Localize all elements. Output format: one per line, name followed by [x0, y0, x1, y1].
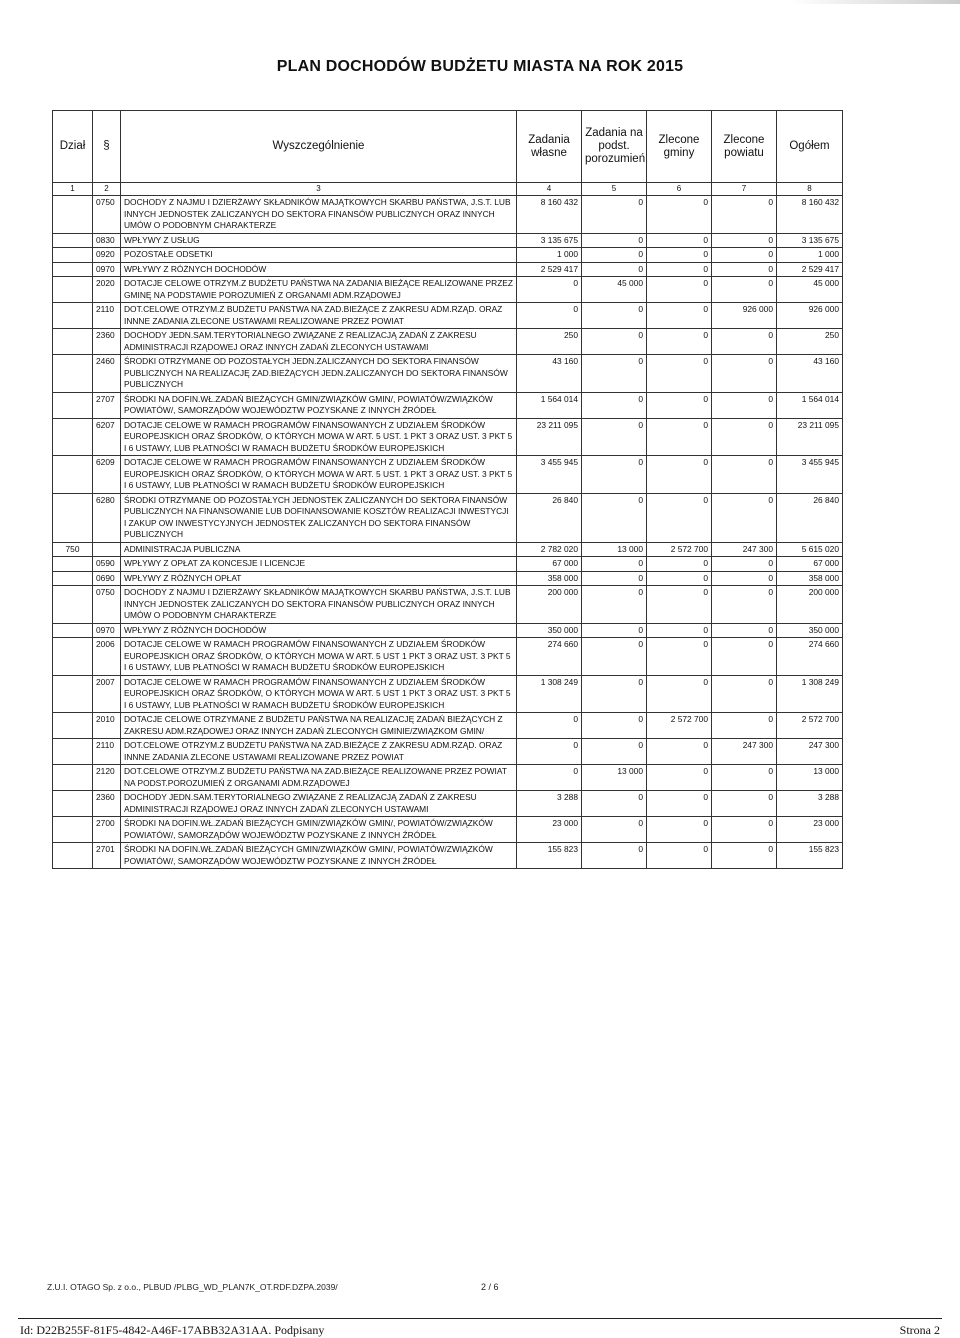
cell-ogolem: 3 455 945	[777, 456, 843, 494]
cell-zadania-wlasne: 2 529 417	[517, 262, 582, 277]
cell-zadania-porozumien: 0	[582, 493, 647, 542]
cell-ogolem: 13 000	[777, 765, 843, 791]
cell-zlecone-gminy: 0	[647, 623, 712, 638]
cell-zlecone-powiatu: 0	[712, 248, 777, 263]
cell-zlecone-gminy: 0	[647, 571, 712, 586]
cell-zlecone-gminy: 0	[647, 262, 712, 277]
table-row	[53, 277, 843, 303]
cell-zadania-wlasne: 26 840	[517, 493, 582, 542]
cell-zlecone-gminy: 2 572 700	[647, 542, 712, 557]
cell-description: ŚRODKI NA DOFIN.WŁ.ZADAŃ BIEŻĄCYCH GMIN/ZWIĄZKÓW GMIN/, POWIATÓW/ZWIĄZKÓW POWIATÓW/, SAMORZĄDÓW WOJEWÓDZTW POZYSKANE Z INNYCH ŹRÓDEŁ	[121, 392, 517, 418]
cell-paragraf: 0750	[93, 586, 121, 624]
cell-paragraf: 6209	[93, 456, 121, 494]
cell-dzial	[53, 739, 93, 765]
cell-paragraf: 2007	[93, 675, 121, 713]
cell-ogolem: 200 000	[777, 586, 843, 624]
table-row	[53, 571, 843, 586]
table-row	[53, 418, 843, 456]
cell-dzial	[53, 765, 93, 791]
cell-zadania-porozumien: 0	[582, 248, 647, 263]
colnum: 8	[777, 183, 843, 196]
cell-zlecone-powiatu: 0	[712, 196, 777, 234]
header-ogolem: Ogółem	[777, 111, 843, 183]
cell-zlecone-powiatu: 0	[712, 418, 777, 456]
cell-description: WPŁYWY Z RÓŻNYCH OPŁAT	[121, 571, 517, 586]
cell-zadania-wlasne: 0	[517, 765, 582, 791]
colnum: 3	[121, 183, 517, 196]
table-row	[53, 623, 843, 638]
cell-paragraf: 0830	[93, 233, 121, 248]
cell-zadania-porozumien: 45 000	[582, 277, 647, 303]
cell-description: DOCHODY Z NAJMU I DZIERŻAWY SKŁADNIKÓW MAJĄTKOWYCH SKARBU PAŃSTWA, J.S.T. LUB INNYCH JEDNOSTEK ZALICZANYCH DO SEKTORA FINANSÓW PUBLICZNYCH ORAZ INNYCH UMÓW O PODOBNYM CHARAKTERZE	[121, 196, 517, 234]
cell-zlecone-gminy: 2 572 700	[647, 713, 712, 739]
cell-ogolem: 2 572 700	[777, 713, 843, 739]
cell-zlecone-powiatu: 0	[712, 557, 777, 572]
cell-zadania-wlasne: 0	[517, 739, 582, 765]
cell-dzial	[53, 623, 93, 638]
cell-zadania-porozumien: 0	[582, 739, 647, 765]
cell-ogolem: 43 160	[777, 355, 843, 393]
cell-paragraf: 6207	[93, 418, 121, 456]
cell-ogolem: 3 288	[777, 791, 843, 817]
cell-description: WPŁYWY Z USŁUG	[121, 233, 517, 248]
table-row	[53, 355, 843, 393]
cell-zlecone-gminy: 0	[647, 456, 712, 494]
colnum: 7	[712, 183, 777, 196]
table-row	[53, 843, 843, 869]
cell-dzial	[53, 571, 93, 586]
cell-paragraf: 0590	[93, 557, 121, 572]
cell-paragraf: 2460	[93, 355, 121, 393]
cell-zlecone-powiatu: 926 000	[712, 303, 777, 329]
cell-ogolem: 67 000	[777, 557, 843, 572]
cell-paragraf: 2110	[93, 303, 121, 329]
cell-ogolem: 2 529 417	[777, 262, 843, 277]
table-row	[53, 233, 843, 248]
cell-zlecone-powiatu: 0	[712, 392, 777, 418]
cell-zlecone-gminy: 0	[647, 233, 712, 248]
cell-description: ADMINISTRACJA PUBLICZNA	[121, 542, 517, 557]
cell-dzial: 750	[53, 542, 93, 557]
cell-description: DOT.CELOWE OTRZYM.Z BUDŻETU PAŃSTWA NA ZAD.BIEŻĄCE Z ZAKRESU ADM.RZĄD. ORAZ INNNE ZADANIA ZLECONE USTAWAMI REALIZOWANE PRZEZ POWIAT	[121, 303, 517, 329]
cell-zadania-wlasne: 358 000	[517, 571, 582, 586]
table-row	[53, 713, 843, 739]
cell-ogolem: 250	[777, 329, 843, 355]
cell-zlecone-powiatu: 0	[712, 277, 777, 303]
cell-zlecone-gminy: 0	[647, 418, 712, 456]
cell-dzial	[53, 196, 93, 234]
cell-zadania-porozumien: 0	[582, 675, 647, 713]
footer-source: Z.U.I. OTAGO Sp. z o.o., PLBUD /PLBG_WD_PLAN7K_OT.RDF.DZPA.2039/	[47, 1282, 338, 1292]
cell-dzial	[53, 303, 93, 329]
cell-zlecone-gminy: 0	[647, 248, 712, 263]
cell-zadania-wlasne: 350 000	[517, 623, 582, 638]
cell-zadania-wlasne: 1 564 014	[517, 392, 582, 418]
cell-paragraf: 0970	[93, 623, 121, 638]
cell-ogolem: 1 564 014	[777, 392, 843, 418]
cell-zlecone-gminy: 0	[647, 586, 712, 624]
cell-dzial	[53, 418, 93, 456]
cell-zlecone-gminy: 0	[647, 493, 712, 542]
cell-zlecone-powiatu: 0	[712, 355, 777, 393]
cell-zadania-porozumien: 13 000	[582, 542, 647, 557]
cell-description: ŚRODKI NA DOFIN.WŁ.ZADAŃ BIEŻĄCYCH GMIN/ZWIĄZKÓW GMIN/, POWIATÓW/ZWIĄZKÓW POWIATÓW/, SAMORZĄDÓW WOJEWÓDZTW POZYSKANE Z INNYCH ŹRÓDEŁ	[121, 843, 517, 869]
cell-description: DOTACJE CELOWE W RAMACH PROGRAMÓW FINANSOWANYCH Z UDZIAŁEM ŚRODKÓW EUROPEJSKICH ORAZ ŚRODKÓW, O KTÓRYCH MOWA W ART. 5 UST. 1 PKT 3 ORAZ UST. 3 PKT 5 I 6 USTAWY, LUB PŁATNOŚCI W RAMACH BUDŻETU ŚRODKÓW EUROPEJSKICH	[121, 418, 517, 456]
cell-zlecone-powiatu: 0	[712, 791, 777, 817]
cell-zadania-wlasne: 274 660	[517, 638, 582, 676]
cell-paragraf: 2006	[93, 638, 121, 676]
cell-dzial	[53, 817, 93, 843]
cell-paragraf: 2010	[93, 713, 121, 739]
footer-document-id: Id: D22B255F-81F5-4842-A46F-17ABB32A31AA. Podpisany	[20, 1323, 325, 1337]
header-zadania-wlasne: Zadania własne	[517, 111, 582, 183]
cell-ogolem: 8 160 432	[777, 196, 843, 234]
cell-ogolem: 274 660	[777, 638, 843, 676]
cell-zlecone-gminy: 0	[647, 277, 712, 303]
header-zadania-porozumien: Zadania na podst. porozumień	[582, 111, 647, 183]
cell-ogolem: 1 308 249	[777, 675, 843, 713]
cell-zadania-wlasne: 23 000	[517, 817, 582, 843]
cell-zadania-porozumien: 0	[582, 843, 647, 869]
cell-dzial	[53, 586, 93, 624]
cell-description: DOTACJE CELOWE W RAMACH PROGRAMÓW FINANSOWANYCH Z UDZIAŁEM ŚRODKÓW EUROPEJSKICH ORAZ ŚRODKÓW, O KTÓRYCH MOWA W ART. 5 UST. 1 PKT 3 ORAZ UST. 3 PKT 5 I 6 USTAWY, LUB PŁATNOŚCI W RAMACH BUDŻETU ŚRODKÓW EUROPEJSKICH	[121, 456, 517, 494]
cell-dzial	[53, 262, 93, 277]
footer-divider	[18, 1318, 942, 1319]
cell-zadania-porozumien: 0	[582, 713, 647, 739]
header-row	[53, 111, 843, 183]
cell-zlecone-gminy: 0	[647, 765, 712, 791]
cell-zadania-wlasne: 0	[517, 713, 582, 739]
cell-ogolem: 45 000	[777, 277, 843, 303]
table-row	[53, 392, 843, 418]
cell-zadania-porozumien: 0	[582, 586, 647, 624]
table-row	[53, 817, 843, 843]
header-zlecone-gminy: Zlecone gminy	[647, 111, 712, 183]
cell-zlecone-gminy: 0	[647, 303, 712, 329]
cell-description: POZOSTAŁE ODSETKI	[121, 248, 517, 263]
header-zlecone-powiatu: Zlecone powiatu	[712, 111, 777, 183]
cell-zlecone-gminy: 0	[647, 638, 712, 676]
table-row	[53, 493, 843, 542]
cell-zadania-wlasne: 8 160 432	[517, 196, 582, 234]
cell-ogolem: 358 000	[777, 571, 843, 586]
table-row	[53, 765, 843, 791]
cell-paragraf: 2700	[93, 817, 121, 843]
cell-paragraf: 2110	[93, 739, 121, 765]
cell-description: DOT.CELOWE OTRZYM.Z BUDŻETU PAŃSTWA NA ZAD.BIEŻĄCE Z ZAKRESU ADM.RZĄD. ORAZ INNNE ZADANIA ZLECONE USTAWAMI REALIZOWANE PRZEZ POWIAT	[121, 739, 517, 765]
cell-dzial	[53, 638, 93, 676]
table-row	[53, 791, 843, 817]
cell-zadania-porozumien: 0	[582, 623, 647, 638]
table-row	[53, 557, 843, 572]
cell-dzial	[53, 675, 93, 713]
cell-dzial	[53, 557, 93, 572]
cell-zlecone-powiatu: 0	[712, 233, 777, 248]
cell-zlecone-gminy: 0	[647, 843, 712, 869]
cell-zadania-porozumien: 0	[582, 196, 647, 234]
cell-description: DOTACJE CELOWE W RAMACH PROGRAMÓW FINANSOWANYCH Z UDZIAŁEM ŚRODKÓW EUROPEJSKICH ORAZ ŚRODKÓW, O KTÓRYCH MOWA W ART. 5 UST 1 PKT 3 ORAZ UST. 3 PKT 5 I 6 USTAWY, LUB PŁATNOŚCI W RAMACH BUDŻETU ŚRODKÓW EUROPEJSKICH	[121, 675, 517, 713]
header-wyszczegolnienie: Wyszczególnienie	[121, 111, 517, 183]
cell-zadania-porozumien: 0	[582, 557, 647, 572]
cell-zadania-porozumien: 0	[582, 392, 647, 418]
cell-paragraf: 2020	[93, 277, 121, 303]
cell-zadania-porozumien: 0	[582, 817, 647, 843]
scan-edge-mark	[790, 0, 960, 4]
cell-zlecone-powiatu: 0	[712, 843, 777, 869]
cell-description: DOTACJE CELOWE OTRZYM.Z BUDŻETU PAŃSTWA NA ZADANIA BIEŻĄCE REALIZOWANE PRZEZ GMINĘ NA PODSTAWIE POROZUMIEŃ Z ORGANAMI ADM.RZĄDOWEJ	[121, 277, 517, 303]
cell-zadania-porozumien: 0	[582, 329, 647, 355]
cell-paragraf: 0690	[93, 571, 121, 586]
cell-description: DOT.CELOWE OTRZYM.Z BUDŻETU PAŃSTWA NA ZAD.BIEŻĄCE REALIZOWANE PRZEZ POWIAT NA PODST.POROZUMIEŃ Z ORGANAMI ADM.RZĄDOWEJ	[121, 765, 517, 791]
cell-dzial	[53, 329, 93, 355]
cell-zadania-wlasne: 155 823	[517, 843, 582, 869]
cell-zlecone-gminy: 0	[647, 557, 712, 572]
cell-paragraf: 2707	[93, 392, 121, 418]
cell-dzial	[53, 456, 93, 494]
colnum: 1	[53, 183, 93, 196]
cell-paragraf: 0920	[93, 248, 121, 263]
cell-ogolem: 23 211 095	[777, 418, 843, 456]
cell-zlecone-powiatu: 0	[712, 817, 777, 843]
cell-description: ŚRODKI OTRZYMANE OD POZOSTAŁYCH JEDNOSTEK ZALICZANYCH DO SEKTORA FINANSÓW PUBLICZNYCH NA FINANSOWANIE LUB DOFINANSOWANIE KOSZTÓW REALIZACJI INWESTYCJI I ZAKUP OW INWESTYCYJNYCH JEDNOSTEK ZALICZANYCH DO SEKTORA FINANSÓW PUBLICZNYCH	[121, 493, 517, 542]
cell-dzial	[53, 493, 93, 542]
cell-zadania-wlasne: 2 782 020	[517, 542, 582, 557]
cell-zadania-wlasne: 3 288	[517, 791, 582, 817]
cell-zadania-wlasne: 200 000	[517, 586, 582, 624]
cell-ogolem: 3 135 675	[777, 233, 843, 248]
cell-zlecone-powiatu: 0	[712, 456, 777, 494]
cell-zlecone-gminy: 0	[647, 675, 712, 713]
cell-zlecone-powiatu: 0	[712, 623, 777, 638]
cell-dzial	[53, 355, 93, 393]
table-row	[53, 542, 843, 557]
budget-table	[52, 110, 843, 869]
page-title: PLAN DOCHODÓW BUDŻETU MIASTA NA ROK 2015	[276, 58, 684, 75]
table-row	[53, 248, 843, 263]
column-number-row	[53, 183, 843, 196]
cell-paragraf: 2360	[93, 329, 121, 355]
cell-ogolem: 1 000	[777, 248, 843, 263]
cell-paragraf: 2360	[93, 791, 121, 817]
cell-ogolem: 350 000	[777, 623, 843, 638]
cell-zadania-porozumien: 13 000	[582, 765, 647, 791]
cell-ogolem: 926 000	[777, 303, 843, 329]
cell-zadania-porozumien: 0	[582, 418, 647, 456]
cell-ogolem: 26 840	[777, 493, 843, 542]
cell-zlecone-powiatu: 0	[712, 713, 777, 739]
cell-zadania-porozumien: 0	[582, 233, 647, 248]
table-row	[53, 456, 843, 494]
cell-dzial	[53, 791, 93, 817]
cell-zadania-porozumien: 0	[582, 262, 647, 277]
cell-description: WPŁYWY Z RÓŻNYCH DOCHODÓW	[121, 262, 517, 277]
table-row	[53, 303, 843, 329]
table-row	[53, 739, 843, 765]
cell-zlecone-gminy: 0	[647, 739, 712, 765]
cell-dzial	[53, 233, 93, 248]
cell-description: WPŁYWY Z RÓŻNYCH DOCHODÓW	[121, 623, 517, 638]
colnum: 2	[93, 183, 121, 196]
cell-dzial	[53, 843, 93, 869]
table-row	[53, 675, 843, 713]
cell-zadania-wlasne: 23 211 095	[517, 418, 582, 456]
cell-zadania-porozumien: 0	[582, 571, 647, 586]
cell-description: WPŁYWY Z OPŁAT ZA KONCESJE I LICENCJE	[121, 557, 517, 572]
colnum: 4	[517, 183, 582, 196]
cell-zadania-wlasne: 3 135 675	[517, 233, 582, 248]
table-row	[53, 586, 843, 624]
cell-dzial	[53, 713, 93, 739]
cell-zlecone-powiatu: 0	[712, 262, 777, 277]
cell-ogolem: 247 300	[777, 739, 843, 765]
cell-dzial	[53, 392, 93, 418]
cell-zadania-wlasne: 67 000	[517, 557, 582, 572]
cell-zadania-porozumien: 0	[582, 638, 647, 676]
cell-description: DOCHODY JEDN.SAM.TERYTORIALNEGO ZWIĄZANE Z REALIZACJĄ ZADAŃ Z ZAKRESU ADMINISTRACJI RZĄDOWEJ ORAZ INNYCH ZADAŃ ZLECONYCH USTAWAMI	[121, 329, 517, 355]
cell-paragraf	[93, 542, 121, 557]
cell-description: ŚRODKI OTRZYMANE OD POZOSTAŁYCH JEDN.ZALICZANYCH DO SEKTORA FINANSÓW PUBLICZNYCH NA REALIZACJĘ ZAD.BIEŻĄCYCH JEDN.ZALICZANYCH DO SEKTORA FINANSÓW PUBLICZNYCH	[121, 355, 517, 393]
cell-zlecone-powiatu: 0	[712, 675, 777, 713]
cell-zadania-porozumien: 0	[582, 355, 647, 393]
colnum: 6	[647, 183, 712, 196]
cell-zadania-wlasne: 3 455 945	[517, 456, 582, 494]
cell-paragraf: 2120	[93, 765, 121, 791]
cell-dzial	[53, 277, 93, 303]
cell-zadania-wlasne: 43 160	[517, 355, 582, 393]
cell-zadania-wlasne: 0	[517, 303, 582, 329]
cell-dzial	[53, 248, 93, 263]
cell-zadania-wlasne: 250	[517, 329, 582, 355]
cell-zlecone-powiatu: 0	[712, 571, 777, 586]
cell-paragraf: 0970	[93, 262, 121, 277]
cell-zadania-wlasne: 1 308 249	[517, 675, 582, 713]
cell-zlecone-powiatu: 247 300	[712, 542, 777, 557]
cell-zlecone-powiatu: 0	[712, 493, 777, 542]
cell-ogolem: 23 000	[777, 817, 843, 843]
colnum: 5	[582, 183, 647, 196]
cell-zadania-porozumien: 0	[582, 791, 647, 817]
cell-zlecone-gminy: 0	[647, 791, 712, 817]
cell-zlecone-gminy: 0	[647, 355, 712, 393]
table-row	[53, 196, 843, 234]
header-dzial: Dział	[53, 111, 93, 183]
cell-paragraf: 0750	[93, 196, 121, 234]
cell-zadania-wlasne: 0	[517, 277, 582, 303]
table-body	[53, 196, 843, 869]
cell-zadania-wlasne: 1 000	[517, 248, 582, 263]
cell-zadania-porozumien: 0	[582, 456, 647, 494]
cell-zlecone-powiatu: 0	[712, 638, 777, 676]
cell-zlecone-powiatu: 0	[712, 586, 777, 624]
table-row	[53, 329, 843, 355]
cell-description: ŚRODKI NA DOFIN.WŁ.ZADAŃ BIEŻĄCYCH GMIN/ZWIĄZKÓW GMIN/, POWIATÓW/ZWIĄZKÓW POWIATÓW/, SAMORZĄDÓW WOJEWÓDZTW POZYSKANE Z INNYCH ŹRÓDEŁ	[121, 817, 517, 843]
cell-zlecone-gminy: 0	[647, 329, 712, 355]
cell-zlecone-powiatu: 0	[712, 765, 777, 791]
cell-description: DOCHODY Z NAJMU I DZIERŻAWY SKŁADNIKÓW MAJĄTKOWYCH SKARBU PAŃSTWA, J.S.T. LUB INNYCH JEDNOSTEK ZALICZANYCH DO SEKTORA FINANSÓW PUBLICZNYCH ORAZ INNYCH UMÓW O PODOBNYM CHARAKTERZE	[121, 586, 517, 624]
cell-ogolem: 155 823	[777, 843, 843, 869]
cell-description: DOTACJE CELOWE OTRZYMANE Z BUDŻETU PAŃSTWA NA REALIZACJĘ ZADAŃ BIEŻĄCYCH Z ZAKRESU ADM.RZĄDOWEJ ORAZ INNYCH ZADAŃ ZLECONYCH GMINIE/ZWIĄZKOM GMIN/	[121, 713, 517, 739]
footer-strona: Strona 2	[899, 1323, 940, 1337]
cell-description: DOTACJE CELOWE W RAMACH PROGRAMÓW FINANSOWANYCH Z UDZIAŁEM ŚRODKÓW EUROPEJSKICH ORAZ ŚRODKÓW, O KTÓRYCH MOWA W ART. 5 UST 1 PKT 3 ORAZ UST. 3 PKT 5 I 6 USTAWY, LUB PŁATNOŚCI W RAMACH BUDŻETU ŚRODKÓW EUROPEJSKICH	[121, 638, 517, 676]
cell-paragraf: 6280	[93, 493, 121, 542]
table-row	[53, 638, 843, 676]
cell-zadania-porozumien: 0	[582, 303, 647, 329]
cell-paragraf: 2701	[93, 843, 121, 869]
cell-zlecone-powiatu: 0	[712, 329, 777, 355]
cell-zlecone-gminy: 0	[647, 392, 712, 418]
cell-ogolem: 5 615 020	[777, 542, 843, 557]
cell-zlecone-powiatu: 247 300	[712, 739, 777, 765]
header-paragraf: §	[93, 111, 121, 183]
cell-zlecone-gminy: 0	[647, 817, 712, 843]
cell-zlecone-gminy: 0	[647, 196, 712, 234]
cell-description: DOCHODY JEDN.SAM.TERYTORIALNEGO ZWIĄZANE Z REALIZACJĄ ZADAŃ Z ZAKRESU ADMINISTRACJI RZĄDOWEJ ORAZ INNYCH ZADAŃ ZLECONYCH USTAWAMI	[121, 791, 517, 817]
table-row	[53, 262, 843, 277]
footer-page-number: 2 / 6	[481, 1282, 499, 1292]
